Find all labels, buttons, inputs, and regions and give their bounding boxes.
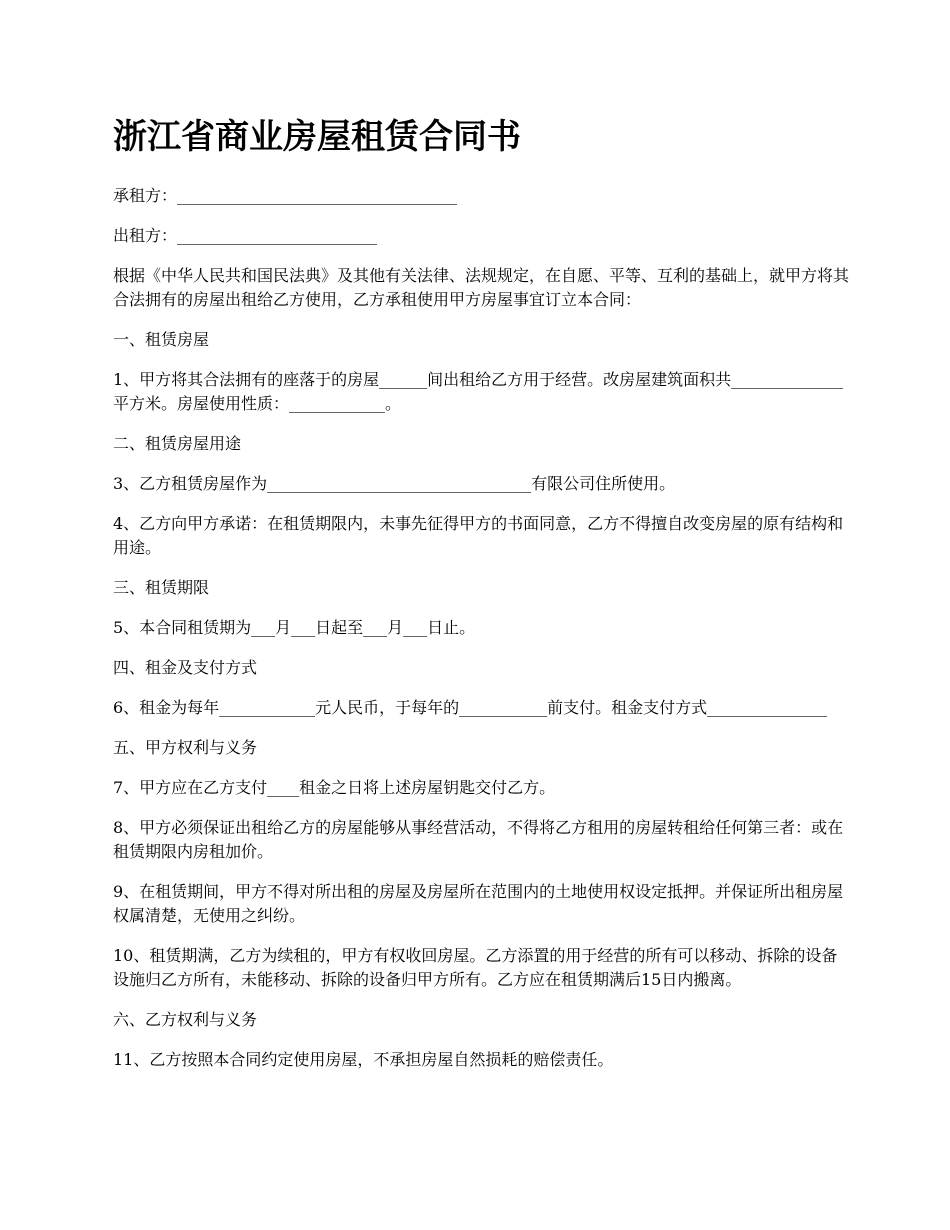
section-heading-4: 四、租金及支付方式 [113, 658, 258, 677]
document-title: 浙江省商业房屋租赁合同书 [113, 117, 521, 157]
lessor-line: 出租方：_________________________ [113, 226, 378, 245]
clause-6: 6、租金为每年____________元人民币，于每年的___________前支付。租金支付方式_______________ [113, 698, 828, 717]
clause-5: 5、本合同租赁期为___月___日起至___月___日止。 [113, 618, 476, 637]
section-heading-5: 五、甲方权利与义务 [113, 738, 258, 757]
contract-document [113, 112, 849, 1088]
clause-4: 4、乙方向甲方承诺：在租赁期限内，未事先征得甲方的书面同意，乙方不得擅自改变房屋的原有结构和用途。 [113, 514, 844, 557]
clause-7: 7、甲方应在乙方支付____租金之日将上述房屋钥匙交付乙方。 [113, 778, 556, 797]
clause-10: 10、租赁期满，乙方为续租的，甲方有权收回房屋。乙方添置的用于经营的所有可以移动、拆除的设备设施归乙方所有，未能移动、拆除的设备归甲方所有。乙方应在租赁期满后15日内搬离。 [113, 946, 838, 989]
clause-11: 11、乙方按照本合同约定使用房屋，不承担房屋自然损耗的赔偿责任。 [113, 1050, 614, 1069]
clause-8: 8、甲方必须保证出租给乙方的房屋能够从事经营活动，不得将乙方租用的房屋转租给任何第三者：或在租赁期限内房租加价。 [113, 818, 844, 861]
clause-1: 1、甲方将其合法拥有的座落于的房屋______间出租给乙方用于经营。改房屋建筑面积共______________平方米。房屋使用性质：____________。 [113, 370, 844, 413]
lessee-line: 承租方：___________________________________ [113, 186, 458, 205]
section-heading-3: 三、租赁期限 [113, 578, 210, 597]
clause-3: 3、乙方租赁房屋作为_________________________________有限公司住所使用。 [113, 474, 676, 493]
section-heading-1: 一、租赁房屋 [113, 330, 210, 349]
intro-paragraph: 根据《中华人民共和国民法典》及其他有关法律、法规规定，在自愿、平等、互利的基础上，就甲方将其合法拥有的房屋出租给乙方使用，乙方承租使用甲方房屋事宜订立本合同： [113, 266, 850, 309]
section-heading-2: 二、租赁房屋用途 [113, 434, 242, 453]
clause-9: 9、在租赁期间，甲方不得对所出租的房屋及房屋所在范围内的土地使用权设定抵押。并保证所出租房屋权属清楚，无使用之纠纷。 [113, 882, 844, 925]
section-heading-6: 六、乙方权利与义务 [113, 1010, 258, 1029]
